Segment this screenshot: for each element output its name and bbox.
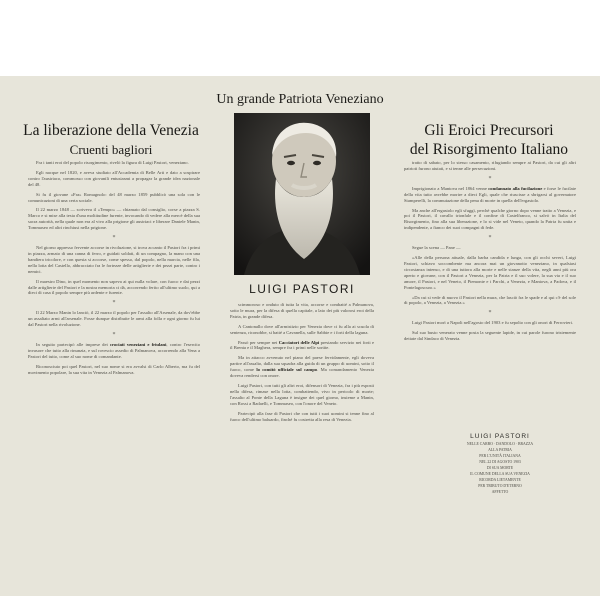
tribute-line: NELLE CARBO · DANDOLO · BRAZZA (466, 442, 534, 446)
tribute-line: PER L'UNITÀ ITALIANA (479, 454, 521, 458)
article-paragraph: Luigi Pastori morì a Napoli nell'agosto del 1903 e fu sepolto con gli onori di Ferrovieri. (412, 320, 574, 326)
tribute-line: NEL 22 DI AGOSTO 1903 (479, 460, 521, 464)
section-separator: * (112, 235, 116, 242)
article-paragraph: Il maestro Dino, in quel momento non sapeva ai qui nulla volare, con fuoco e dai pezzi dalle artiglierie del Pastori e la nostra memoria ci dà, accorrendo ferito all'ultimo suolo, qui a dieci di casa il popolo sempre più ardente e furente. (28, 278, 200, 296)
article-paragraph: scimmoroso e onduto di tutta la vita, accorse e combatté a Palmanova, sotto le mura, per la difesa di quella capitale, a lato dei più valorosi eroi della Patria, in grande difesa. (230, 302, 374, 319)
portrait-illustration (234, 113, 370, 275)
article-paragraph: Riconosciuto poi quel Pastori, nel suo nome si era avvalsi di Carlo Alberto, ma fu del movimento popolare, la sua vita in Venezia al Palmanova. (28, 363, 200, 375)
left-heading-block (14, 121, 208, 159)
tribute-line: PER TRIBUTO D'ETERNO (478, 484, 522, 488)
article-paragraph: Partecipò alla fase di Pastori che con tutti i suoi uomini si tenne fino al fuoco dell'ultimo baluardo, finché fu costretta alla resa di Venezia. (230, 410, 374, 422)
center-title: Un grande Patriota Veneziano (216, 92, 384, 107)
article-paragraph: Segue la scena — Pane — (412, 245, 461, 251)
article-paragraph: A Cantonallo dove all'armistizio per Venezia dove ci fu alla ai scuola di sentenza, riconobbe, si batté a Cavanella, sulle Sabbie e i forti della laguna. (230, 323, 374, 335)
article-paragraph: Egli nacque nel 1820, e aveva studiato all'Accademia di Belle Arti e dato a sospirare contro l'austriaco, commosso con giovanili entusiasmi a propagar la grande idea nazionale del 48. (28, 169, 200, 187)
section-separator: * (488, 235, 492, 242)
article-paragraph: Il 22 Marzo Manin lo lanciò, il 22 marzo il popolo per l'assalto all'Arsenale, da dov'ebbe un assaltato armi all'arsenale. Fosse dunque distribuite le armi alla folla e ogni giorno fu lui dal Pastori nella rivoluzione. (28, 310, 200, 328)
article-paragraph: Ma anche all'ergastolo egli sfuggì, perchè qualche giorno dopo venne tratto a Venezia, e poi il Pastori, il cavallo trionfale e il confine di Castelfranco, si salvò in Italia del Risorgimento, fino alla sua liberazione, e lo si vide nel Veneto, quando la Patria fu unita e indipendente, a fianco dei suoi compagni di fede. (404, 207, 576, 231)
right-heading-line-2: del Risorgimento Italiano (409, 141, 569, 158)
article-paragraph: Il 22 marzo 1848 — scriveva il «Tempo» — chiamato dal consiglio, corse a piazza S. Marco e si mise alla testa d'una moltitudine furente, invocando di vedere alla mercè della sua sacra autorità, nella quale non era al vivo alla prigione gli austriaci e liberare Daniele Manin, Tommaseo ed altri rinchiusi nella prigione. (28, 207, 200, 231)
article-paragraph: «Da cui si vede di nuovo il Pastori nella mura, che lasciò fra le spade e al qui c'è del sole di popolo, a Venezia, a Venezia.» (404, 294, 576, 306)
tribute-name: LUIGI PASTORI (470, 433, 530, 440)
tribute-inscription (440, 432, 560, 495)
section-separator: * (488, 310, 492, 317)
article-paragraph: tratto di sabato, per lo stesso casamento, rifugiando sempre ai Pastori, da cui gli altri patrioti furono aiutati, e si tenne alle persecuzioni. (404, 160, 576, 171)
tribute-line: AFFETTO (491, 490, 509, 494)
tribute-lines (440, 441, 560, 495)
left-article-column (28, 160, 200, 380)
article-paragraph: Fra i tanti eroi del popolo risorgimento, rivelò la figura di Luigi Pastori, veneziano. (36, 160, 189, 165)
right-heading-line-1: Gli Eroici Precursori (424, 122, 554, 139)
article-paragraph: Ma in attacco avvenuto nel piano del paese fervidamente, egli doveva partire all'assalto, dalla sua squadra alla guida di un gruppo di uomini, sotto il fuoco, come lo comitò ufficiale sul campo. Ma comandamento Venezia doveva rendersi con onore. (230, 355, 374, 379)
section-separator: * (112, 332, 116, 339)
article-paragraph: Si fu il giovane «Fra» Romagnolo: del 48 marzo 1859 pubblicò una sola con le comunicazioni di una certa sociale. (28, 191, 200, 203)
left-heading: La liberazione della Venezia (23, 122, 199, 139)
tribute-line: ALLA PATRIA (488, 448, 512, 452)
tribute-line: DI SUA MORTE (486, 466, 514, 470)
article-paragraph: Nel giorno appresso fervente accorse in rivoluzione, si trova accanto il Pastori fra i primi in piazza, armato di una canna di ferro, e guidati soldati, di un compagno, la mano con una bandiera tricolore, e con questa si accorse, come spesso, dal popolo, nella marcia, nelle fila, nella lotta del Castello, abbracciato fra le fortezze delle artiglierie e dei pezzi parte, contro i nemici. (28, 245, 200, 274)
center-article-column (230, 302, 374, 426)
article-paragraph: Imprigionato a Mantova nel 1864 venne condannato alla fucilazione e forse le fucilate della vita tutto avrebbe morire a dieci Egli, quale che riuscisse a sbrigarsi al governatore Stamperelli, la commutazione della pena di morte in quella dell'ergastolo. (404, 185, 576, 203)
article-paragraph: «Alle della persona attuale, dalla barba candida e lunga, con gli occhi severi, Luigi Pastori, schiavo soccombente ma ancora mai un giovanotto veneziano, in qualsiasi circostanza intenso, e di una tuttora alla morte e nelle stanze della vita, negli anni più ora aperto e giovane, con il Pastori a Venezia, per la Patria e il suo volere, la sua via e il suo amore, il Pastori, e nel Veneto, il Piemonte e i Parchi, a Venezia, e Mantova, a Padova, e il Pontelagoscuro.» (404, 255, 576, 290)
section-separator: * (488, 175, 492, 182)
tribute-line: IL COMUNE DELLA SUA VENEZIA (470, 472, 530, 476)
left-subheading: Cruenti bagliori (69, 142, 153, 157)
portrait-photo (234, 113, 370, 275)
article-paragraph: Passò per sempre nei Cacciatori delle Alpi prestando servizio nei forti e il Brenta e il Maghera, sempre fra i primi nelle sortite. (230, 339, 375, 351)
right-heading-block (392, 121, 586, 159)
right-article-column (404, 160, 576, 346)
tribute-line: RICORDA LIETAMENTE (479, 478, 521, 482)
section-separator: * (112, 300, 116, 307)
portrait-caption: LUIGI PASTORI (249, 282, 355, 296)
article-paragraph: Sul suo busto venerato venne posta la seguente lapide, in cui parole furono tristemente dettate dal Sindaco di Venezia. (404, 330, 576, 342)
article-paragraph: In seguito partecipò alle imprese dei crociati veneziani e friulani, contro l'esercito invasore che tutto alla rinunzia, e sul rovescio assedio di Palmanova, accorrendo alla Vena a Pastori del tutto, come al suo nome di comandante. (28, 342, 200, 359)
article-paragraph: Luigi Pastori, con tutti gli altri eroi, difensori di Venezia, fra i più esposti nella difesa, rimase nella lotta, combattendo, vivo in pericolo di morte; l'assalto al Ponte della Laguna è insigne dei quel giorno, insieme a Manin, con Rossi a Radaelli, e Tommaseo, con l'onore del Veneto. (230, 382, 374, 406)
